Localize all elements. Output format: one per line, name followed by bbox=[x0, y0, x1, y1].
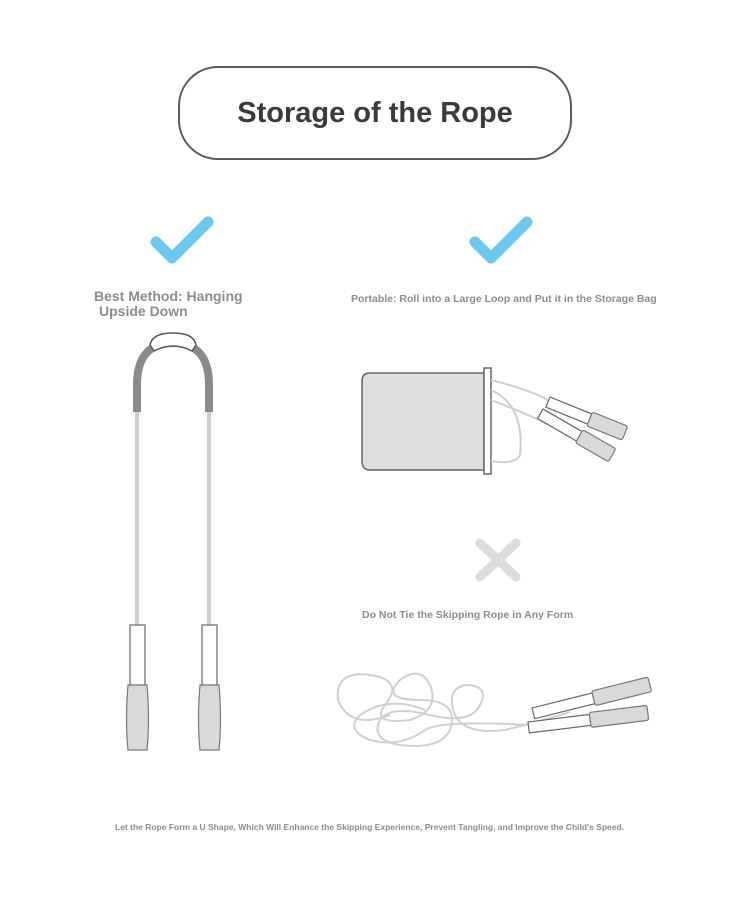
storage-bag-illustration bbox=[360, 365, 640, 480]
cross-icon bbox=[474, 537, 522, 583]
title-banner bbox=[178, 66, 572, 160]
tangled-rope-illustration bbox=[330, 660, 660, 760]
no-tie-label: Do Not Tie the Skipping Rope in Any Form bbox=[362, 609, 574, 621]
caption-text: Let the Rope Form a U Shape, Which Will Enhance the Skipping Experience, Prevent Tangling, and Improve the Child's Speed. bbox=[115, 822, 625, 832]
page-title: Storage of the Rope bbox=[237, 96, 513, 129]
hanging-label-line2: Upside Down bbox=[99, 303, 188, 319]
hanging-label bbox=[94, 289, 243, 319]
portable-label: Portable: Roll into a Large Loop and Put it in the Storage Bag bbox=[351, 293, 657, 305]
check-icon bbox=[469, 216, 533, 266]
hanging-label-line1: Best Method: Hanging bbox=[94, 288, 243, 304]
check-icon bbox=[150, 216, 214, 266]
hanging-rope-illustration bbox=[110, 325, 240, 755]
